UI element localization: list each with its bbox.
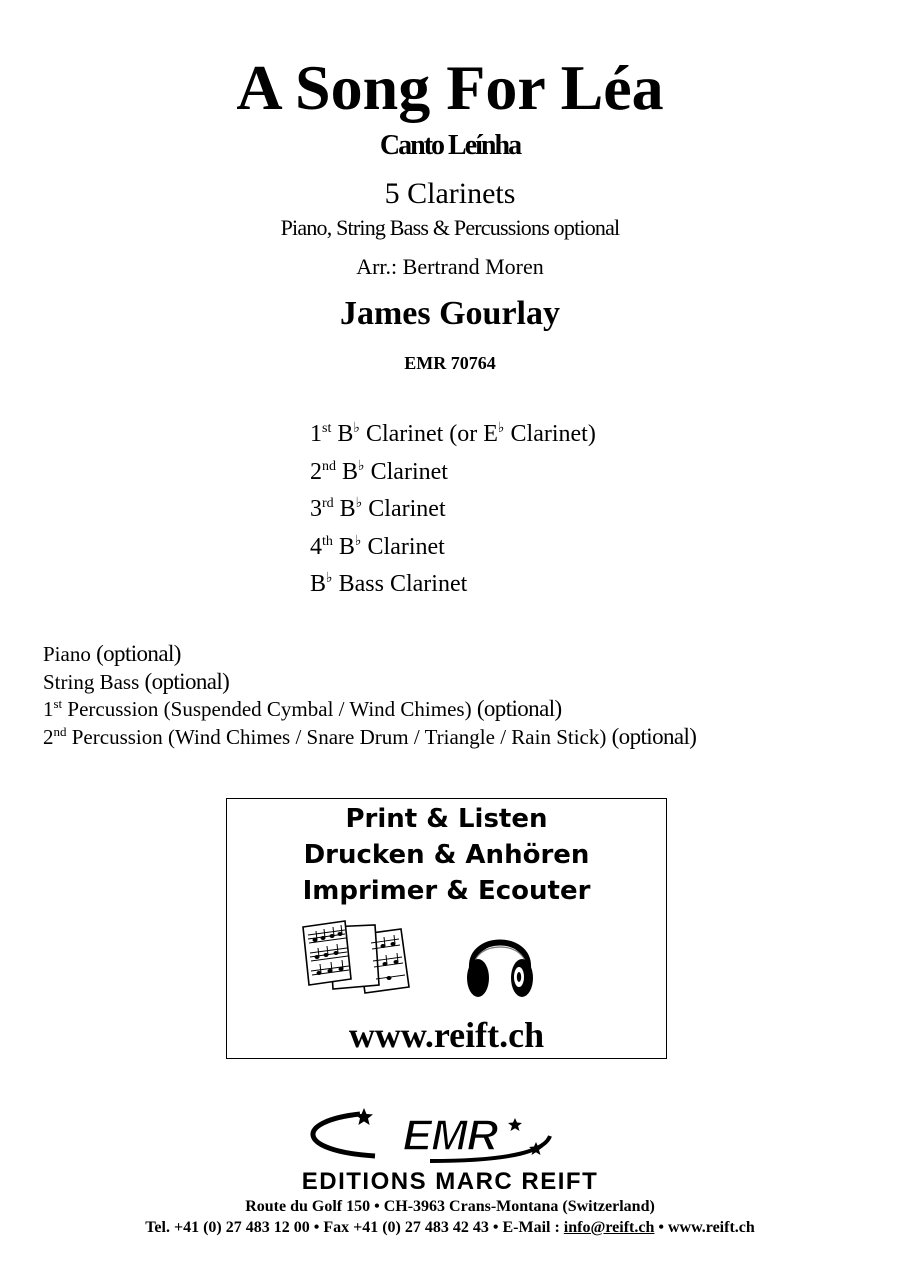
arranger: Arr.: Bertrand Moren xyxy=(356,254,544,279)
part-ordinal-suffix: nd xyxy=(322,458,336,474)
promo-line-english: Print & Listen xyxy=(345,804,548,834)
catalog-number: EMR 70764 xyxy=(404,353,496,373)
part-ordinal-suffix: st xyxy=(53,696,63,711)
flat-symbol: ♭ xyxy=(353,421,360,436)
optional-tag: (optional) xyxy=(476,696,562,721)
part-key: B xyxy=(342,458,359,485)
part-ordinal: 1 xyxy=(43,697,54,721)
part-label: Bass Clarinet xyxy=(332,571,468,597)
score-subtitle: Canto Leínha xyxy=(379,130,521,161)
part-label: Clarinet (or E xyxy=(359,421,498,447)
part-item xyxy=(310,566,596,604)
optional-part-item xyxy=(43,640,696,668)
part-ordinal: 2 xyxy=(43,724,54,749)
print-listen-box xyxy=(226,798,667,1059)
optional-part-label: Percussion (Suspended Cymbal / Wind Chimes) xyxy=(62,697,477,721)
flat-symbol: ♭ xyxy=(497,421,505,436)
part-ordinal: 2 xyxy=(310,458,322,485)
promo-line-french: Imprimer & Ecouter xyxy=(302,876,591,906)
part-ordinal-suffix: rd xyxy=(322,496,334,511)
flat-symbol: ♭ xyxy=(326,571,333,586)
optional-parts-list xyxy=(43,640,696,750)
score-title: A Song For Léa xyxy=(236,52,664,123)
optional-instruments-line: Piano, String Bass & Percussions optional xyxy=(280,215,620,240)
sheet-music-icon xyxy=(299,919,411,997)
star-icon xyxy=(355,1108,373,1125)
publisher-contact xyxy=(0,1217,900,1239)
optional-part-item xyxy=(43,668,696,696)
promo-line-german: Drucken & Anhören xyxy=(303,840,590,870)
part-key: B xyxy=(310,571,327,597)
optional-part-label: String Bass xyxy=(43,669,145,694)
part-label: Clarinet xyxy=(364,458,448,485)
part-ordinal-suffix: th xyxy=(322,533,333,549)
part-key: B xyxy=(337,421,354,447)
part-ordinal-suffix: st xyxy=(322,421,332,436)
flat-symbol: ♭ xyxy=(355,496,363,511)
part-label: Clarinet xyxy=(361,533,445,560)
part-ordinal: 1 xyxy=(310,421,322,447)
emr-logo xyxy=(300,1106,600,1166)
publisher-address: Route du Golf 150 • CH-3963 Crans-Montana (Switzerland) xyxy=(245,1198,655,1215)
optional-part-item xyxy=(43,723,696,751)
part-key: B xyxy=(339,496,356,522)
optional-tag: (optional) xyxy=(96,641,181,666)
composer: James Gourlay xyxy=(339,295,561,332)
flat-symbol: ♭ xyxy=(354,533,362,549)
flat-symbol: ♭ xyxy=(358,458,365,474)
headphones-icon xyxy=(464,922,536,1002)
optional-part-label: Percussion (Wind Chimes / Snare Drum / Triangle / Rain Stick) xyxy=(66,724,612,749)
optional-part-label: Piano xyxy=(43,642,97,666)
contact-phone-fax: Tel. +41 (0) 27 483 12 00 • Fax +41 (0) 27 483 42 43 • E-Mail : xyxy=(145,1219,564,1236)
optional-part-item xyxy=(43,695,696,723)
email-link[interactable]: info@reift.ch xyxy=(563,1219,655,1236)
part-key: B xyxy=(338,533,355,560)
part-label: Clarinet) xyxy=(504,421,596,447)
optional-tag: (optional) xyxy=(144,668,230,694)
star-icon xyxy=(508,1118,522,1131)
optional-tag: (optional) xyxy=(611,723,697,749)
promo-url-link[interactable]: www.reift.ch xyxy=(348,1015,545,1055)
emr-logo-text: EMR xyxy=(402,1111,498,1160)
publisher-name: EDITIONS MARC REIFT xyxy=(301,1168,599,1195)
part-item xyxy=(310,491,596,529)
website-link[interactable]: • www.reift.ch xyxy=(654,1219,755,1236)
part-ordinal-suffix: nd xyxy=(53,723,67,739)
part-item xyxy=(310,416,596,454)
part-label: Clarinet xyxy=(362,496,446,522)
part-ordinal: 4 xyxy=(310,533,322,560)
parts-list xyxy=(310,416,596,604)
part-item xyxy=(310,454,596,492)
instrumentation: 5 Clarinets xyxy=(384,177,516,210)
part-item xyxy=(310,529,596,567)
part-ordinal: 3 xyxy=(310,496,322,522)
